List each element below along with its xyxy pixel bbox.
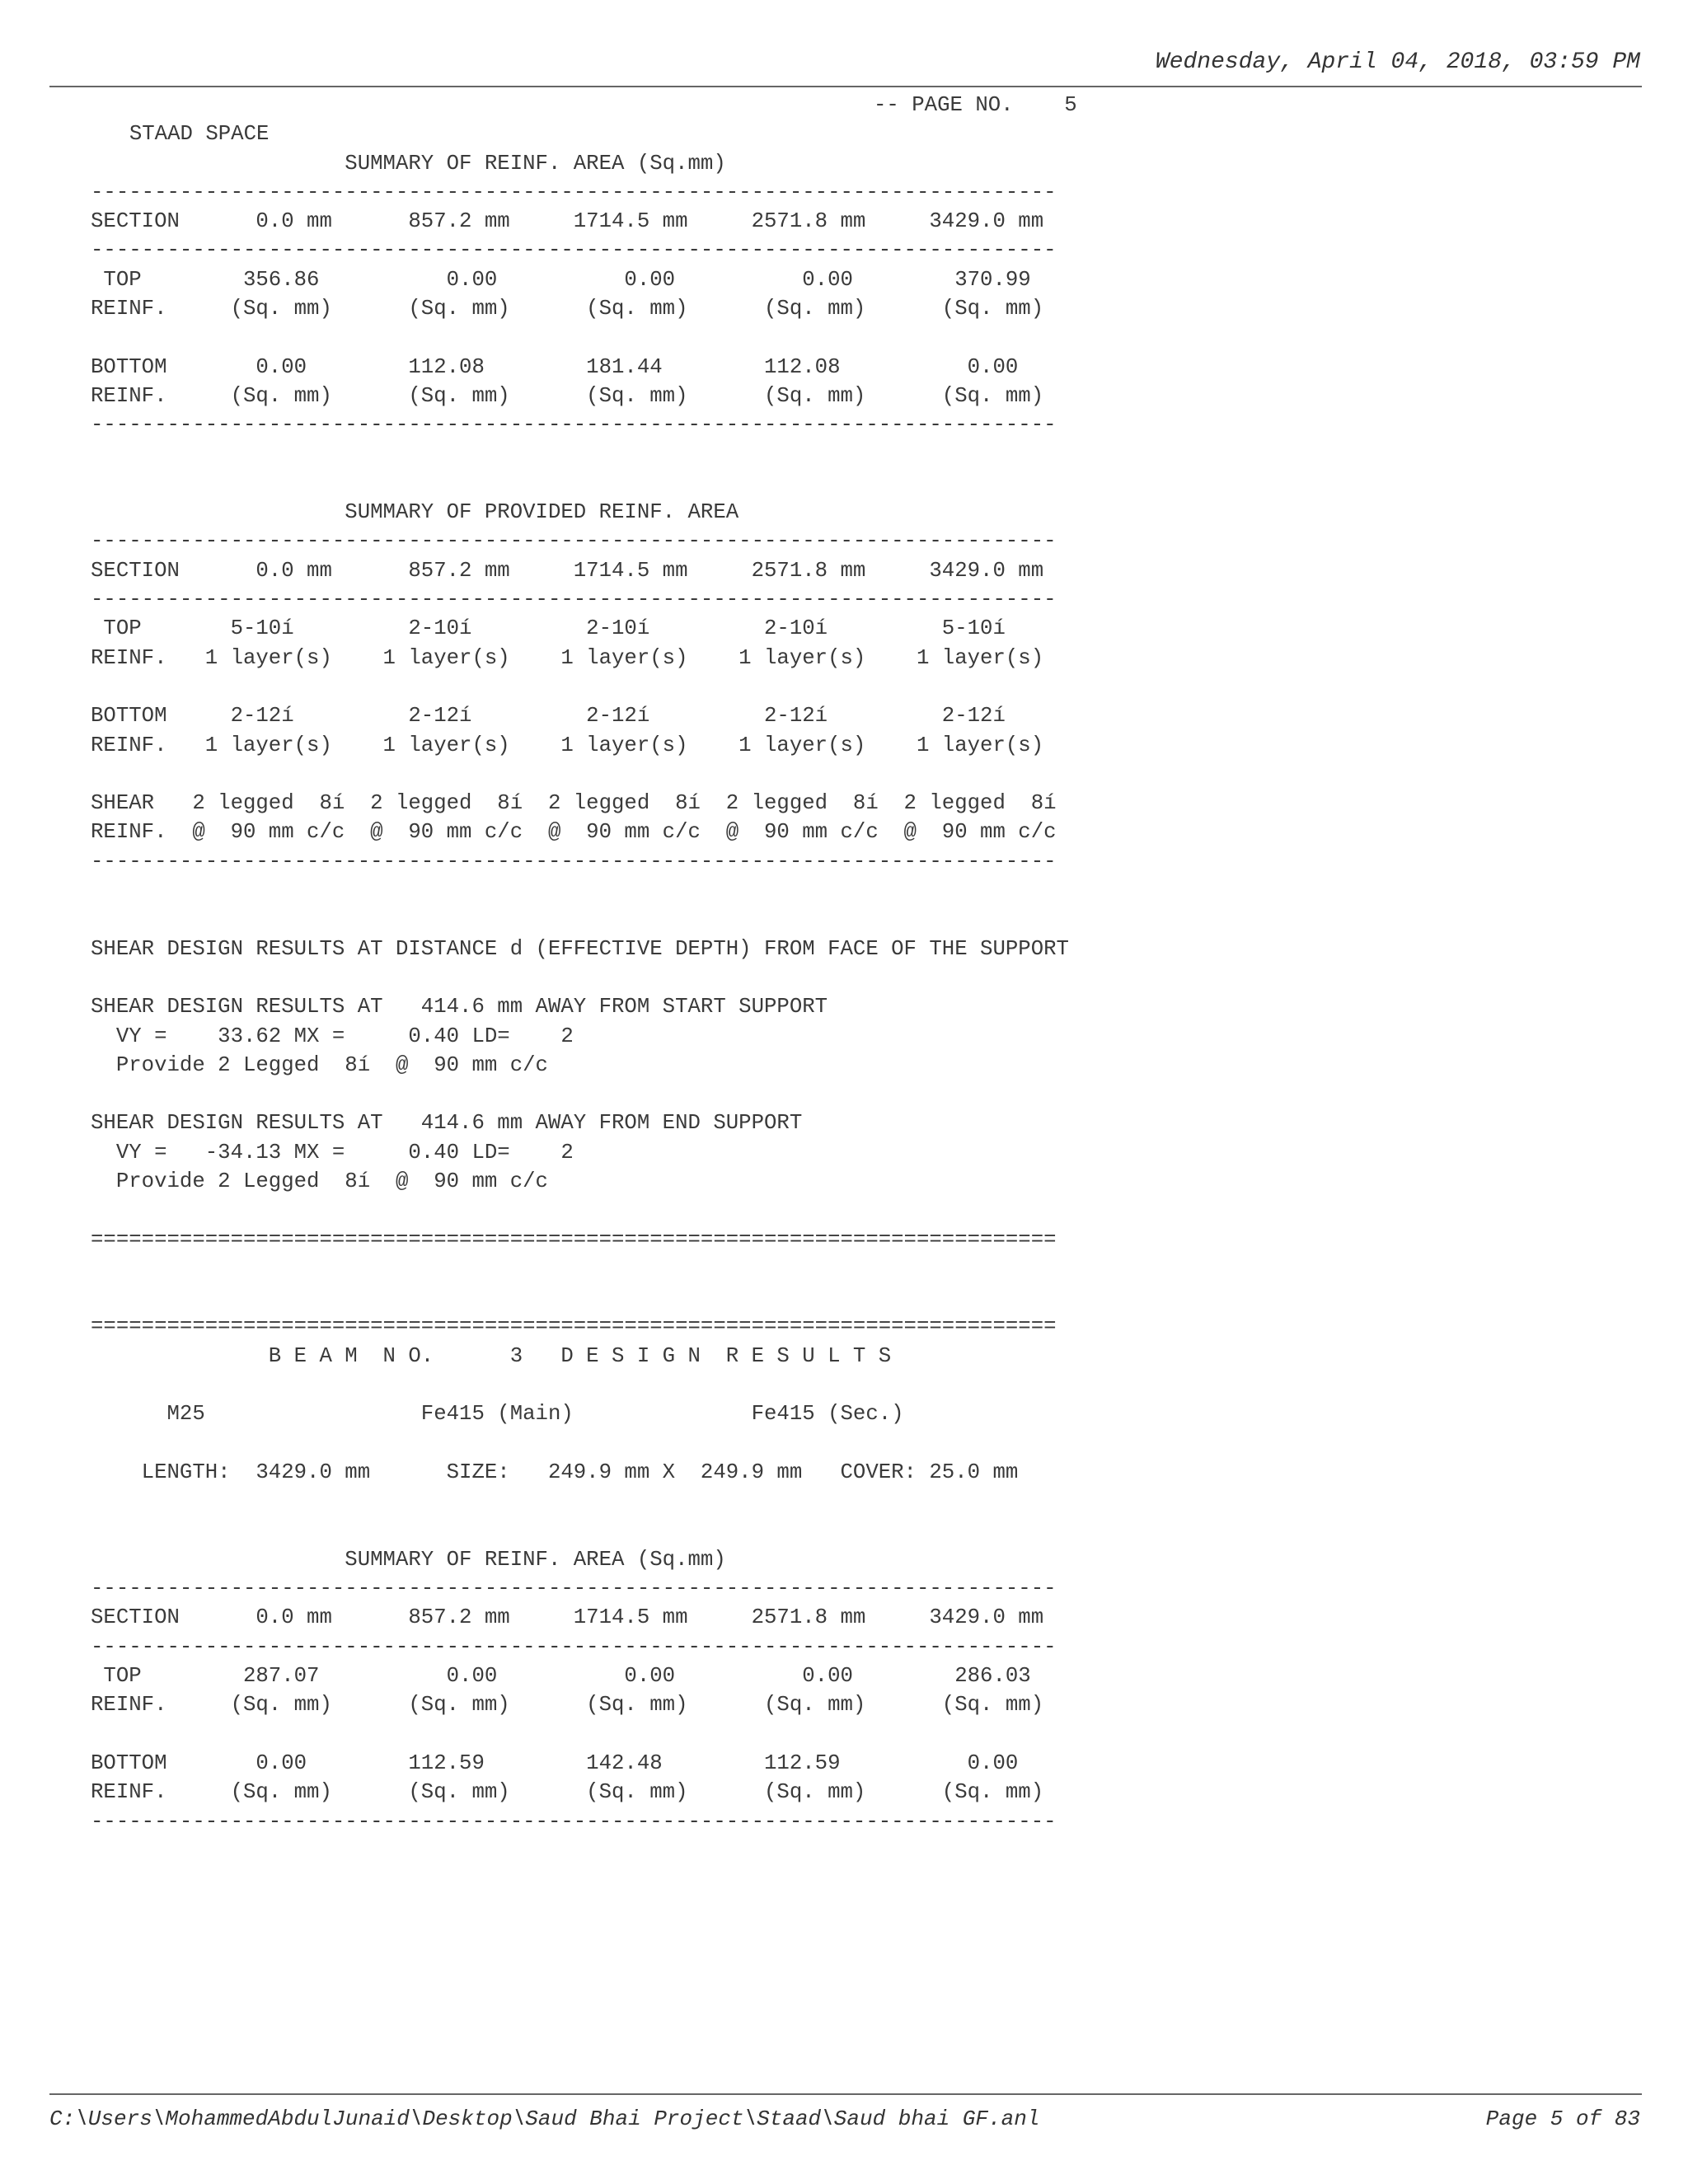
page-counter: Page 5 of 83 (1485, 2107, 1640, 2131)
report-line: ---------------------------------------------------------------------------- (91, 529, 1057, 554)
report-line: ---------------------------------------------------------------------------- (91, 180, 1057, 204)
report-line (91, 1516, 1069, 1545)
report-line: TOP 356.86 0.00 0.00 0.00 370.99 (91, 267, 1031, 292)
report-line (91, 469, 1069, 498)
report-line (91, 120, 1069, 148)
report-line: SECTION 0.0 mm 857.2 mm 1714.5 mm 2571.8 mm 3429.0 mm (91, 209, 1044, 234)
report-line: REINF. 1 layer(s) 1 layer(s) 1 layer(s) 1 layer(s) 1 layer(s) (91, 733, 1044, 757)
report-line: TOP 5-10í 2-10í 2-10í 2-10í 5-10í (91, 616, 1006, 641)
report-line: ---------------------------------------------------------------------------- (91, 1809, 1057, 1834)
report-line: ---------------------------------------------------------------------------- (91, 849, 1057, 874)
report-line: SHEAR DESIGN RESULTS AT 414.6 mm AWAY FROM END SUPPORT (91, 1111, 803, 1136)
report-line (91, 323, 1069, 352)
report-line (91, 760, 1069, 789)
report-line: SHEAR DESIGN RESULTS AT 414.6 mm AWAY FROM START SUPPORT (91, 995, 828, 1019)
report-line: REINF. (Sq. mm) (Sq. mm) (Sq. mm) (Sq. mm) (Sq. mm) (91, 1780, 1044, 1805)
report-line: B E A M N O. 3 D E S I G N R E S U L T S (91, 1343, 892, 1368)
report-line (91, 1487, 1069, 1516)
report-line: REINF. 1 layer(s) 1 layer(s) 1 layer(s) 1 layer(s) 1 layer(s) (91, 645, 1044, 670)
report-line: SECTION 0.0 mm 857.2 mm 1714.5 mm 2571.8 mm 3429.0 mm (91, 1605, 1044, 1630)
report-line: SECTION 0.0 mm 857.2 mm 1714.5 mm 2571.8 mm 3429.0 mm (91, 558, 1044, 583)
report-line: ============================================================================ (91, 1315, 1057, 1339)
report-line: BOTTOM 2-12í 2-12í 2-12í 2-12í 2-12í (91, 704, 1006, 729)
report-line (91, 1254, 1069, 1283)
report-line: VY = 33.62 MX = 0.40 LD= 2 (91, 1024, 574, 1048)
report-line (91, 91, 1069, 120)
program-name: STAAD SPACE (129, 122, 270, 147)
file-path: C:\Users\MohammedAbdulJunaid\Desktop\Saud Bhai Project\Staad\Saud bhai GF.anl (49, 2107, 1040, 2131)
report-line: SHEAR 2 legged 8í 2 legged 8í 2 legged 8í 2 legged 8í 2 legged 8í (91, 791, 1057, 816)
report-line: ---------------------------------------------------------------------------- (91, 238, 1057, 263)
report-line (91, 1283, 1069, 1312)
report-line (91, 440, 1069, 469)
report-line (91, 1720, 1069, 1749)
report-line: TOP 287.07 0.00 0.00 0.00 286.03 (91, 1664, 1031, 1689)
report-line: REINF. (Sq. mm) (Sq. mm) (Sq. mm) (Sq. mm) (Sq. mm) (91, 1693, 1044, 1718)
report-line: SUMMARY OF REINF. AREA (Sq.mm) (91, 1547, 726, 1572)
report-line: Provide 2 Legged 8í @ 90 mm c/c (91, 1169, 548, 1193)
report-line (91, 673, 1069, 701)
report-line (91, 1196, 1069, 1225)
report-line (91, 1429, 1069, 1458)
report-line: M25 Fe415 (Main) Fe415 (Sec.) (91, 1402, 904, 1427)
page-number-label: -- PAGE NO. 5 (874, 93, 1077, 117)
print-date: Wednesday, April 04, 2018, 03:59 PM (1155, 49, 1640, 75)
report-line: ---------------------------------------------------------------------------- (91, 413, 1057, 438)
report-line: ---------------------------------------------------------------------------- (91, 588, 1057, 612)
report-line: REINF. (Sq. mm) (Sq. mm) (Sq. mm) (Sq. mm) (Sq. mm) (91, 297, 1044, 321)
report-line: Provide 2 Legged 8í @ 90 mm c/c (91, 1052, 548, 1077)
report-line (91, 905, 1069, 934)
report-line: VY = -34.13 MX = 0.40 LD= 2 (91, 1140, 574, 1165)
footer-divider (49, 2093, 1642, 2095)
report-line: ---------------------------------------------------------------------------- (91, 1634, 1057, 1659)
report-line: REINF. (Sq. mm) (Sq. mm) (Sq. mm) (Sq. mm) (Sq. mm) (91, 383, 1044, 408)
report-line: BOTTOM 0.00 112.08 181.44 112.08 0.00 (91, 354, 1019, 379)
report-line: ---------------------------------------------------------------------------- (91, 1577, 1057, 1601)
report-line (91, 963, 1069, 992)
report-line: SUMMARY OF PROVIDED REINF. AREA (91, 500, 739, 525)
report-line: ============================================================================ (91, 1227, 1057, 1252)
report-line: LENGTH: 3429.0 mm SIZE: 249.9 mm X 249.9 mm COVER: 25.0 mm (91, 1460, 1019, 1484)
header-divider (49, 86, 1642, 87)
report-line: BOTTOM 0.00 112.59 142.48 112.59 0.00 (91, 1750, 1019, 1775)
report-line: SUMMARY OF REINF. AREA (Sq.mm) (91, 151, 726, 176)
report-line (91, 1080, 1069, 1108)
report-line (91, 876, 1069, 905)
report-line: REINF. @ 90 mm c/c @ 90 mm c/c @ 90 mm c/c @ 90 mm c/c @ 90 mm c/c (91, 820, 1057, 845)
report-line: SHEAR DESIGN RESULTS AT DISTANCE d (EFFECTIVE DEPTH) FROM FACE OF THE SUPPORT (91, 936, 1069, 961)
report-line (91, 1371, 1069, 1399)
report-body (91, 91, 1069, 1836)
